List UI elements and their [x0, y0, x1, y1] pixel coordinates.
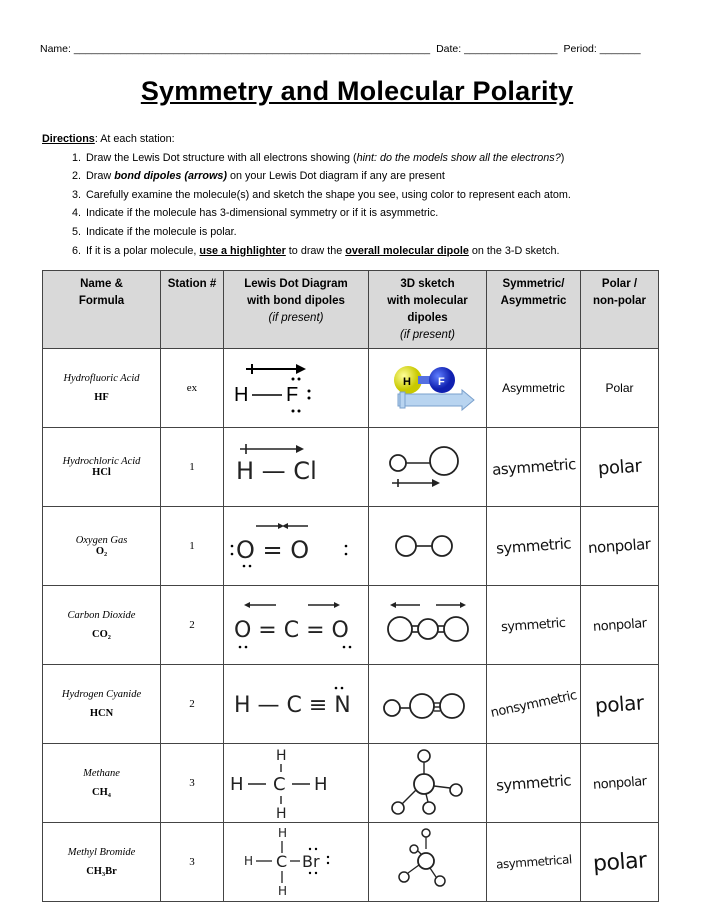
step-emphasis: use a highlighter: [199, 244, 286, 257]
polarity-cell: nonpolar: [581, 744, 659, 823]
lewis-diagram-co2: [226, 595, 366, 655]
col-header-3d-sketch: 3D sketch with molecular dipoles (if present): [369, 271, 487, 349]
table-row: [43, 507, 659, 586]
lewis-diagram-ch4: [226, 746, 366, 820]
molecule-formula: CH₃Br: [86, 866, 117, 877]
polarity-table: [42, 270, 659, 902]
svg-text:H: H: [276, 806, 287, 820]
svg-text:H: H: [314, 774, 328, 795]
direction-step: [84, 167, 682, 186]
polarity-cell: nonpolar: [581, 507, 659, 586]
directions: [42, 130, 682, 260]
molecule-name: Hydrochloric Acid: [62, 456, 141, 467]
svg-text:H: H: [244, 854, 254, 868]
table-header-row: [43, 271, 659, 349]
svg-text:F: F: [286, 384, 299, 406]
col-header-lewis: Lewis Dot Diagram with bond dipoles (if present): [224, 271, 369, 349]
col-header-station: Station #: [161, 271, 224, 349]
lewis-diagram-hf: [226, 353, 366, 423]
station-cell: ex: [161, 349, 224, 428]
station-cell: 1: [161, 428, 224, 507]
3d-model-co2: [378, 595, 478, 655]
symmetry-cell: asymmetrical: [487, 823, 581, 902]
step-text: ): [560, 151, 565, 164]
direction-step: [84, 223, 682, 242]
lewis-diagram-hcn: [226, 674, 366, 734]
step-text: Draw the Lewis Dot structure with all electrons showing (: [86, 151, 357, 164]
col-header-symmetry: Symmetric/ Asymmetric: [487, 271, 581, 349]
station-cell: 2: [161, 665, 224, 744]
table-row: [43, 744, 659, 823]
3d-model-o2: [378, 516, 478, 576]
direction-step: [84, 149, 682, 168]
molecule-name: Oxygen Gas: [75, 535, 128, 546]
svg-text:C: C: [273, 774, 286, 795]
lewis-cell: [224, 665, 369, 744]
3d-sketch-cell: [369, 349, 487, 428]
svg-text:H: H: [230, 774, 244, 795]
molecule-name: Carbon Dioxide: [67, 610, 136, 621]
molecule-formula: CO₂: [92, 629, 111, 640]
molecule-name-cell: [43, 428, 161, 507]
table-row: [43, 665, 659, 744]
directions-list: [42, 149, 682, 261]
lewis-cell: [224, 586, 369, 665]
3d-sketch-cell: [369, 744, 487, 823]
polarity-cell: nonpolar: [581, 586, 659, 665]
station-cell: 1: [161, 507, 224, 586]
step-text: to draw the: [285, 244, 346, 257]
table-row: [43, 823, 659, 902]
step-text: Indicate if the molecule has 3-dimensional symmetry or if it is asymmetric.: [86, 207, 439, 220]
lewis-cell: [224, 507, 369, 586]
col-header-name: Name & Formula: [43, 271, 161, 349]
3d-sketch-cell: [369, 665, 487, 744]
col-header-polarity: Polar / non-polar: [581, 271, 659, 349]
date-field-label[interactable]: Date: ________________: [436, 43, 558, 55]
symmetry-cell: Asymmetric: [487, 349, 581, 428]
direction-step: [84, 242, 682, 261]
lewis-diagram-ch3br: [226, 825, 366, 899]
step-text: on your Lewis Dot diagram if any are present: [226, 170, 445, 183]
molecule-name: Hydrogen Cyanide: [61, 689, 142, 700]
page-title: Symmetry and Molecular Polarity: [140, 76, 574, 106]
step-text: Draw: [86, 170, 115, 183]
station-cell: 2: [161, 586, 224, 665]
svg-text:H: H: [276, 748, 287, 764]
3d-sketch-cell: [369, 428, 487, 507]
3d-sketch-cell: [369, 586, 487, 665]
molecule-name: Methyl Bromide: [67, 847, 136, 858]
3d-sketch-cell: [369, 507, 487, 586]
step-hint: hint: do the models show all the electrons?: [356, 151, 561, 164]
directions-label: Directions: [42, 133, 95, 145]
table-row: [43, 428, 659, 507]
3d-model-ch3br: [378, 825, 478, 899]
svg-text:Br: Br: [302, 852, 320, 871]
molecule-name: Methane: [83, 768, 120, 779]
step-text: Carefully examine the molecule(s) and sketch the shape you see, using color to represent each atom.: [86, 188, 571, 201]
svg-text:O = C = O: O = C = O: [234, 618, 349, 643]
molecule-name: Hydrofluoric Acid: [63, 373, 140, 384]
direction-step: [84, 186, 682, 205]
step-text: Indicate if the molecule is polar.: [86, 225, 237, 238]
polarity-cell: polar: [581, 428, 659, 507]
molecule-name-cell: [43, 586, 161, 665]
molecule-name-cell: [43, 744, 161, 823]
name-field-label[interactable]: Name: _____________________________________________________________: [40, 43, 431, 55]
period-field-label[interactable]: Period: _______: [563, 43, 641, 55]
svg-text:H — Cl: H — Cl: [236, 457, 317, 485]
svg-text:H: H: [402, 376, 411, 388]
station-cell: 3: [161, 823, 224, 902]
molecule-formula: O₂: [95, 546, 108, 557]
svg-text:C: C: [276, 852, 288, 871]
step-emphasis: overall molecular dipole: [345, 244, 469, 257]
directions-lead: [42, 130, 682, 149]
molecule-formula: HCN: [89, 708, 114, 719]
svg-text:H: H: [234, 384, 249, 406]
lewis-cell: [224, 744, 369, 823]
polarity-cell: Polar: [581, 349, 659, 428]
3d-model-ch4: [378, 746, 478, 820]
molecule-name-cell: [43, 349, 161, 428]
step-text: on the 3-D sketch.: [468, 244, 560, 257]
3d-model-hf: [378, 358, 478, 418]
symmetry-cell: asymmetric: [487, 428, 581, 507]
header-line: [40, 43, 674, 55]
svg-text:H: H: [278, 826, 288, 840]
symmetry-cell: nonsymmetric: [487, 665, 581, 744]
symmetry-cell: symmetric: [487, 744, 581, 823]
step-text: If it is a polar molecule,: [86, 244, 200, 257]
molecule-formula: CH₄: [92, 787, 111, 798]
molecule-name-cell: [43, 665, 161, 744]
step-emphasis: bond dipoles (arrows): [114, 170, 227, 183]
lewis-cell: [224, 349, 369, 428]
directions-intro: : At each station:: [94, 133, 175, 145]
polarity-cell: polar: [581, 823, 659, 902]
direction-step: [84, 204, 682, 223]
3d-model-hcl: [378, 437, 478, 497]
3d-model-hcn: [378, 674, 478, 734]
lewis-cell: [224, 428, 369, 507]
3d-sketch-cell: [369, 823, 487, 902]
table-row: [43, 349, 659, 428]
lewis-diagram-hcl: [226, 437, 366, 497]
station-cell: 3: [161, 744, 224, 823]
svg-text:O = O: O = O: [236, 536, 310, 564]
molecule-name-cell: [43, 823, 161, 902]
symmetry-cell: symmetric: [487, 507, 581, 586]
table-row: [43, 586, 659, 665]
polarity-cell: polar: [581, 665, 659, 744]
molecule-formula: HF: [94, 392, 109, 403]
svg-text:H — C ≡ N: H — C ≡ N: [234, 693, 351, 718]
lewis-diagram-o2: [226, 516, 366, 576]
lewis-cell: [224, 823, 369, 902]
svg-text:H: H: [278, 884, 288, 898]
svg-text:F: F: [437, 376, 445, 388]
molecule-name-cell: [43, 507, 161, 586]
molecule-formula: HCl: [92, 467, 111, 478]
symmetry-cell: symmetric: [487, 586, 581, 665]
